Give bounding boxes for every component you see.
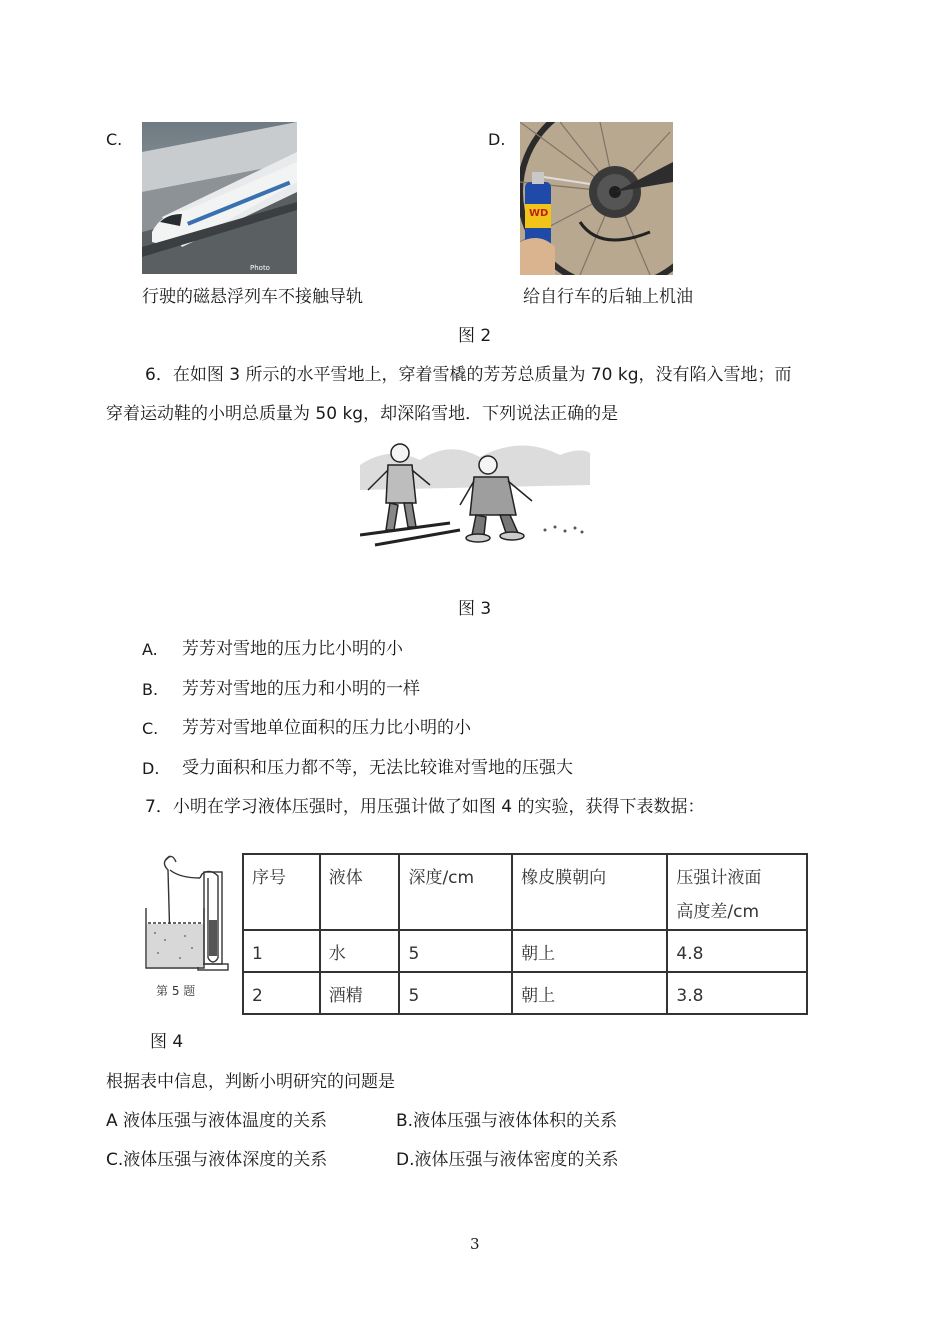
pressure-gauge-apparatus bbox=[140, 848, 236, 1000]
table-header-line: 高度差/cm bbox=[676, 902, 760, 922]
option-c-letter: C. bbox=[106, 130, 123, 149]
option-c-caption: 行驶的磁悬浮列车不接触导轨 bbox=[142, 287, 363, 307]
table-header-cell: 橡皮膜朝向 bbox=[512, 854, 667, 930]
table-cell: 水 bbox=[320, 930, 400, 972]
q7-option-b: B.液体压强与液体体积的关系 bbox=[396, 1111, 618, 1131]
q7-option-c: C.液体压强与液体深度的关系 bbox=[106, 1150, 328, 1170]
table-cell: 5 bbox=[399, 972, 512, 1014]
figure-3-label: 图 3 bbox=[458, 599, 492, 619]
table-cell: 5 bbox=[399, 930, 512, 972]
bicycle-oil-photo bbox=[520, 122, 673, 275]
q7-option-d: D.液体压强与液体密度的关系 bbox=[396, 1150, 619, 1170]
figure-4-label: 图 4 bbox=[150, 1032, 184, 1052]
option-d-caption: 给自行车的后轴上机油 bbox=[523, 287, 693, 307]
q6-option-b-letter: B. bbox=[142, 680, 159, 699]
q6-option-b-text: 芳芳对雪地的压力和小明的一样 bbox=[182, 679, 420, 699]
q6-option-c-letter: C. bbox=[142, 719, 159, 738]
figure-2-label: 图 2 bbox=[458, 326, 492, 346]
table-header-cell bbox=[667, 854, 807, 930]
q6-option-a-letter: A. bbox=[142, 640, 158, 659]
q6-stem-line2: 穿着运动鞋的小明总质量为 50 kg，却深陷雪地．下列说法正确的是 bbox=[106, 404, 619, 424]
table-header-cell: 液体 bbox=[320, 854, 400, 930]
apparatus-caption: 第 5 题 bbox=[156, 984, 196, 998]
page-number: 3 bbox=[470, 1235, 480, 1253]
table-row bbox=[243, 930, 807, 972]
maglev-train-photo bbox=[142, 122, 297, 274]
q6-option-c-text: 芳芳对雪地单位面积的压力比小明的小 bbox=[182, 718, 471, 738]
table-cell: 朝上 bbox=[512, 930, 667, 972]
table-cell: 酒精 bbox=[320, 972, 400, 1014]
experiment-data-table bbox=[242, 853, 808, 1015]
table-header-cell: 深度/cm bbox=[399, 854, 512, 930]
q6-option-a-text: 芳芳对雪地的压力比小明的小 bbox=[182, 639, 403, 659]
table-cell: 4.8 bbox=[667, 930, 807, 972]
table-cell: 朝上 bbox=[512, 972, 667, 1014]
table-header-row bbox=[243, 854, 807, 930]
q7-option-a: A 液体压强与液体温度的关系 bbox=[106, 1111, 328, 1131]
table-cell: 2 bbox=[243, 972, 320, 1014]
q6-option-d-text: 受力面积和压力都不等，无法比较谁对雪地的压强大 bbox=[182, 758, 573, 778]
table-cell: 3.8 bbox=[667, 972, 807, 1014]
q6-option-d-letter: D. bbox=[142, 759, 160, 778]
q7-question: 根据表中信息，判断小明研究的问题是 bbox=[106, 1072, 395, 1092]
q6-stem-line1: 6．在如图 3 所示的水平雪地上，穿着雪橇的芳芳总质量为 70 kg，没有陷入雪地；而 bbox=[145, 365, 792, 385]
oil-can-label: WD bbox=[529, 208, 549, 219]
photo-watermark: Photo bbox=[250, 264, 270, 272]
snow-scene-illustration bbox=[360, 435, 590, 550]
option-d-letter: D. bbox=[488, 130, 506, 149]
q7-stem: 7．小明在学习液体压强时，用压强计做了如图 4 的实验，获得下表数据： bbox=[145, 797, 705, 817]
table-cell: 1 bbox=[243, 930, 320, 972]
table-header-cell: 序号 bbox=[243, 854, 320, 930]
table-row bbox=[243, 972, 807, 1014]
table-header-line: 压强计液面 bbox=[676, 868, 762, 888]
